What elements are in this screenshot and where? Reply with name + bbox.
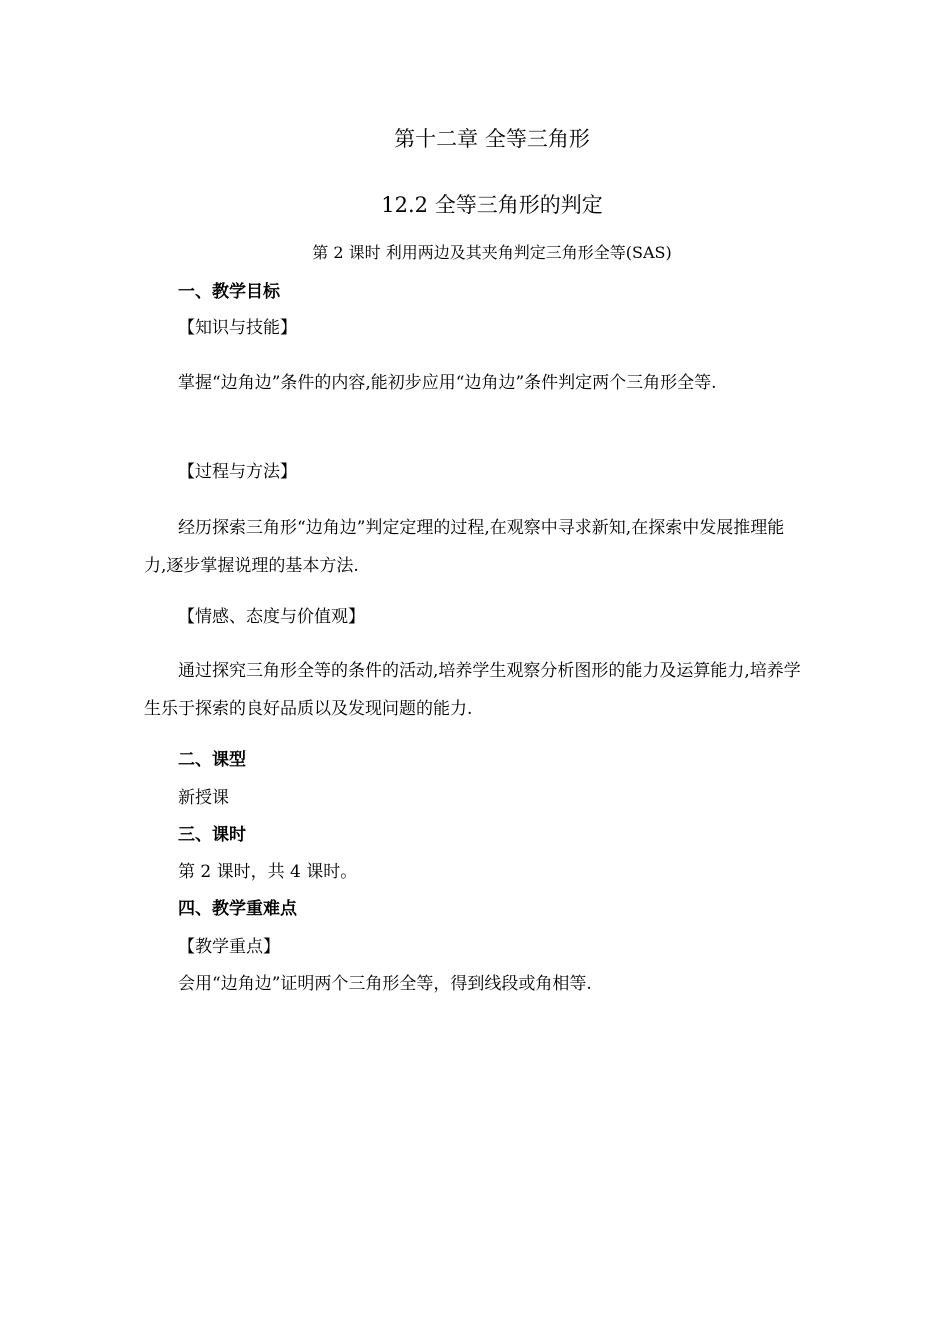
section-title: 12.2 全等三角形的判定 (381, 193, 603, 217)
process-label: 【过程与方法】 (178, 462, 297, 482)
emotion-label: 【情感、态度与价值观】 (178, 607, 365, 627)
knowledge-label: 【知识与技能】 (178, 318, 297, 338)
lesson-hours-value: 第 2 课时，共 4 课时。 (178, 862, 358, 882)
knowledge-paragraph: 掌握“边角边”条件的内容,能初步应用“边角边”条件判定两个三角形全等. (178, 373, 717, 393)
lesson-hours-heading: 三、课时 (178, 825, 246, 845)
objectives-heading: 一、教学目标 (178, 282, 280, 302)
chapter-title: 第十二章 全等三角形 (394, 127, 590, 151)
lesson-type-value: 新授课 (178, 788, 229, 808)
process-paragraph: 经历探索三角形“边角边”判定定理的过程,在观察中寻求新知,在探索中发展推理能力,逐步掌握说理的基本方法. (144, 518, 785, 576)
key-points-text: 会用“边角边”证明两个三角形全等，得到线段或角相等. (178, 974, 592, 994)
emotion-paragraph: 通过探究三角形全等的条件的活动,培养学生观察分析图形的能力及运算能力,培养学生乐于探索的良好品质以及发现问题的能力. (144, 661, 801, 719)
lesson-title: 第 2 课时 利用两边及其夹角判定三角形全等(SAS) (312, 243, 672, 262)
key-points-label: 【教学重点】 (178, 937, 280, 957)
lesson-type-heading: 二、课型 (178, 750, 246, 770)
key-points-heading: 四、教学重难点 (178, 899, 297, 919)
